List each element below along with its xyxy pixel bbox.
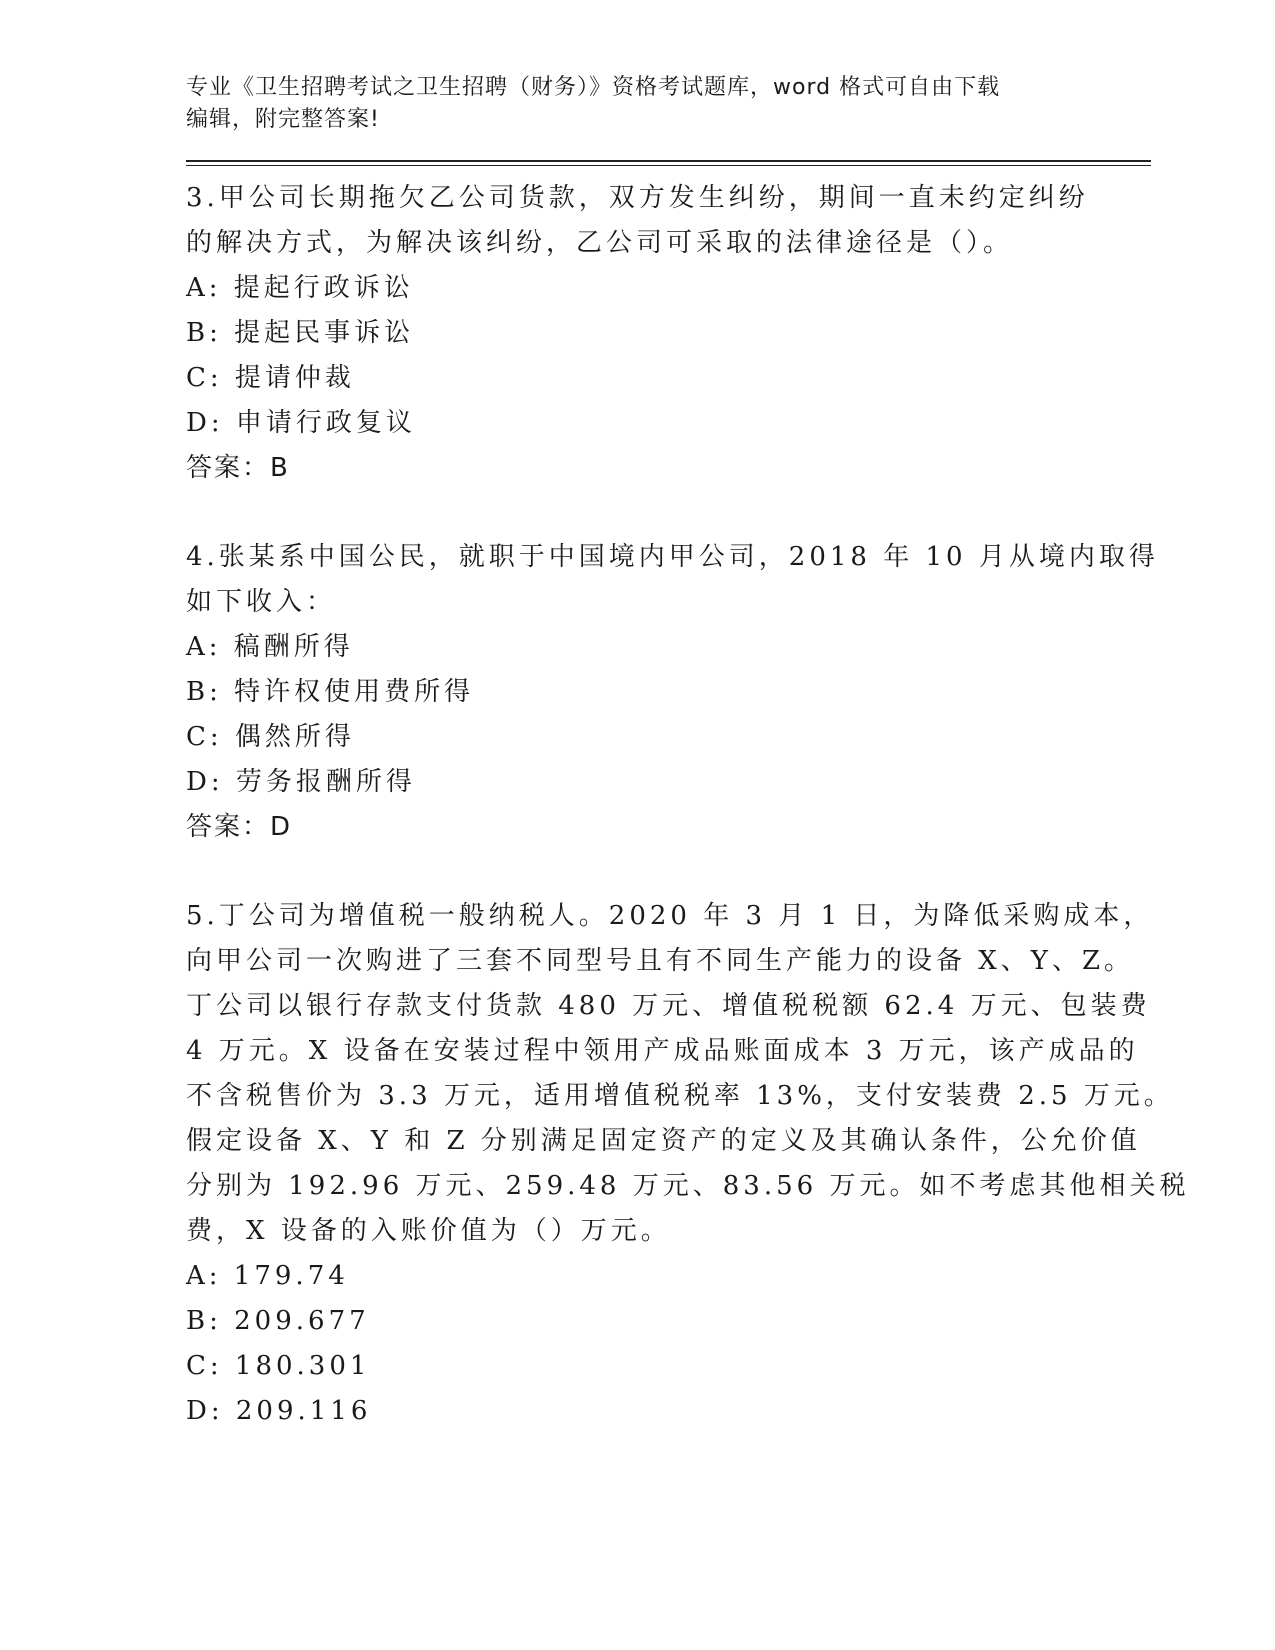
question-stem-line: 4.张某系中国公民，就职于中国境内甲公司，2018 年 10 月从境内取得: [186, 542, 1159, 572]
question-stem-line: 3.甲公司长期拖欠乙公司货款，双方发生纠纷，期间一直未约定纠纷: [186, 183, 1089, 213]
answer-line: 答案：D: [186, 812, 293, 842]
question-stem-line: 4 万元。X 设备在安装过程中领用产成品账面成本 3 万元，该产成品的: [186, 1036, 1139, 1066]
question-stem-line: 如下收入：: [186, 587, 337, 617]
option-d: D: 劳务报酬所得: [186, 767, 416, 797]
option-a: A: 179.74: [186, 1261, 349, 1291]
question-4: [186, 535, 1159, 850]
question-stem-line: 费，X 设备的入账价值为（）万元。: [186, 1216, 671, 1246]
question-stem-line: 的解决方式，为解决该纠纷，乙公司可采取的法律途径是（）。: [186, 228, 1014, 258]
document-header-line-1: 专业《卫生招聘考试之卫生招聘（财务）》资格考试题库，word 格式可自由下载: [186, 75, 1001, 100]
answer-line: 答案：B: [186, 453, 290, 483]
document-header-line-2: 编辑，附完整答案!: [186, 107, 380, 132]
option-c: C: 偶然所得: [186, 722, 355, 752]
option-b: B: 特许权使用费所得: [186, 677, 475, 707]
question-stem-line: 分别为 192.96 万元、259.48 万元、83.56 万元。如不考虑其他相关税: [186, 1171, 1190, 1201]
question-5: [186, 894, 1190, 1434]
question-3: [186, 176, 1151, 491]
question-stem-line: 假定设备 X、Y 和 Z 分别满足固定资产的定义及其确认条件，公允价值: [186, 1126, 1141, 1156]
option-d: D: 申请行政复议: [186, 408, 416, 438]
option-c: C: 180.301: [186, 1351, 371, 1381]
option-a: A: 提起行政诉讼: [186, 273, 414, 303]
question-stem-line: 丁公司以银行存款支付货款 480 万元、增值税税额 62.4 万元、包装费: [186, 991, 1151, 1021]
option-b: B: 209.677: [186, 1306, 370, 1336]
question-stem-line: 不含税售价为 3.3 万元，适用增值税税率 13%，支付安装费 2.5 万元。: [186, 1081, 1174, 1111]
option-c: C: 提请仲裁: [186, 363, 355, 393]
option-d: D: 209.116: [186, 1396, 372, 1426]
document-page: [186, 72, 1190, 1478]
option-a: A: 稿酬所得: [186, 632, 354, 662]
question-stem-line: 向甲公司一次购进了三套不同型号且有不同生产能力的设备 X、Y、Z。: [186, 946, 1135, 976]
question-stem-line: 5.丁公司为增值税一般纳税人。2020 年 3 月 1 日，为降低采购成本，: [186, 901, 1154, 931]
option-b: B: 提起民事诉讼: [186, 318, 415, 348]
header-divider: [186, 160, 1151, 166]
